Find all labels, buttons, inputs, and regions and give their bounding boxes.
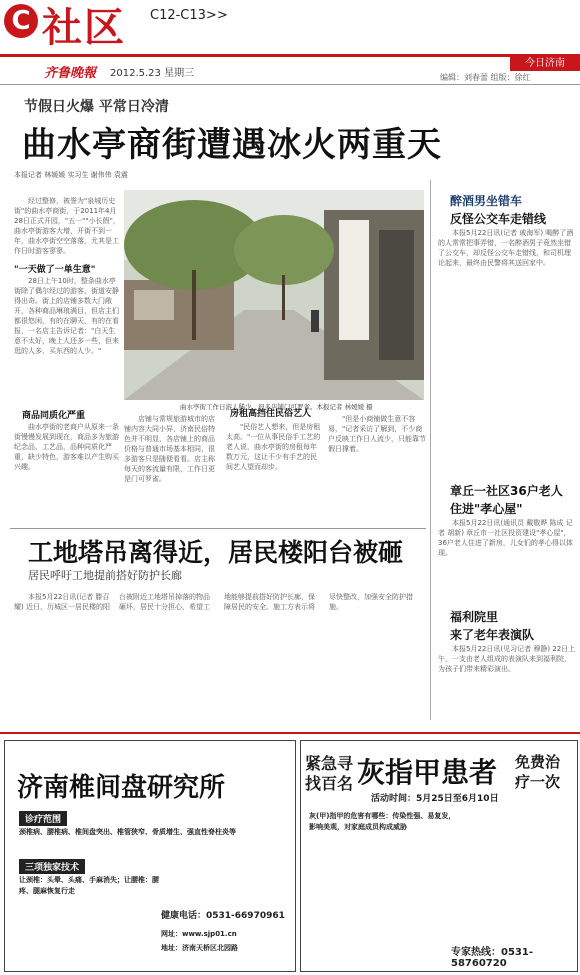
lead-byline: 本报记者 林媛媛 实习生 谢伟伟 袁震 — [14, 171, 128, 179]
lead-col-2-text: 店铺与常规旅游城市的店铺内容大同小异，济南民俗特色并不明显，各店铺上的商品价格与普通市场基本相同，很多游客只是随便看看。店主称每天的客流量有限，工作日更是门可罗雀。 — [124, 415, 215, 483]
lead-intro-text: 经过整修，被誉为"泉城历史街"的曲水亭商街，于2011年4月28日正式开园，"五一""小长假"，曲水亭街游客大增，开街不到一年，曲水亭街空空落落，尤其是工作日时游客寥寥。 — [14, 197, 120, 255]
ad-nail-fungus[interactable] — [300, 740, 578, 972]
section-title: 社区 — [42, 4, 126, 51]
story2-subhead: 居民呼吁工地提前搭好防护长廊 — [28, 569, 182, 582]
header-rule — [0, 84, 580, 85]
side-story-1 — [438, 228, 576, 478]
street-photo-image — [124, 190, 424, 400]
edition-tab: 今日济南 — [510, 57, 580, 71]
side-headline-1a: 醉酒男坐错车 — [450, 194, 523, 208]
street-photo — [124, 190, 424, 400]
ad-left-address: 地址：济南天桥区北园路 — [161, 944, 238, 952]
ad-right-dates: 活动时间：5月25日至6月10日 — [371, 794, 499, 804]
story2-rule — [10, 528, 426, 529]
lead-para-1-text: 28日上午10时，整条曲水亭街除了偶尔经过的游客，街道安静得出奇。街上的店铺多数大门敞开，各种商品琳琅满目，但店主们都很悠闲，有的在聊天，有的在看报，一名店主告诉记者："白天生意不太好，晚上人还多一些，但来逛的人多，买东西的人少。" — [14, 277, 119, 355]
lead-col-4 — [328, 414, 426, 526]
side-story-2-text: 本报5月22日讯(通讯员 戴敬晔 陈成 记者 胡新) 章丘市一社区投资建设"孝心屋"，36户老人住进了新房，儿女们的孝心得以体现。 — [438, 519, 573, 557]
column-divider — [430, 180, 431, 720]
header-divider — [0, 54, 580, 57]
lead-col-3 — [226, 422, 322, 526]
lead-subhead-3: 房租高挡住民俗艺人 — [230, 409, 312, 419]
ad-divider — [0, 732, 580, 734]
side-headline-2b: 住进"孝心屋" — [450, 502, 523, 516]
side-headline-3b: 来了老年表演队 — [450, 628, 535, 642]
lead-para-1 — [14, 276, 120, 404]
lead-subhead-1: "一天做了一单生意" — [14, 265, 96, 275]
side-headline-3a: 福利院里 — [450, 610, 499, 624]
ad-right-offer: 免费治 — [515, 753, 561, 771]
side-story-1-text: 本报5月22日讯(记者 戚海军) 喝醉了酒的人常常把事弄错，一名醉酒男子竟然坐错了公交车，却反怪公交车走错线，和司机理论起来，最终由民警将其送回家中。 — [438, 229, 574, 267]
ad-right-kicker: 紧急寻 — [305, 754, 354, 773]
lead-col-4-text: "但是小商铺做生意不容易，"记者采访了解到，不少商户反映工作日人流少，只能靠节假日撑着。 — [328, 415, 426, 453]
ad-right-kicker-2: 找百名 — [305, 774, 354, 793]
ad-right-hotline[interactable]: 专家热线：0531-58760720 — [451, 947, 533, 969]
lead-para-2-text: 曲水亭街的老商户从原来一条街慢慢发展到现在，商品多为旅游纪念品、工艺品，品种同质化严重，缺少特色，游客难以产生购买兴趣。 — [14, 423, 119, 471]
lead-subhead-2: 商品同质化严重 — [22, 411, 86, 421]
ad-left-tag-2: 三项独家技术 — [19, 859, 85, 874]
ad-left-lines-1: 颈椎病、腰椎病、椎间盘突出、椎管狭窄、骨质增生、强直性脊柱炎等 — [19, 828, 236, 836]
side-headline-2a: 章丘一社区36户老人 — [450, 484, 563, 498]
ad-right-offer-2: 疗一次 — [515, 773, 561, 791]
side-story-3-text: 本报5月22日讯(见习记者 穆静) 22日上午，一支由老人组成的表演队来到福利院，为孩子们带来精彩演出。 — [438, 645, 576, 673]
ad-left-tag-1: 诊疗范围 — [19, 811, 67, 826]
side-story-2 — [438, 518, 576, 602]
lead-col-2 — [124, 414, 220, 526]
ad-right-body: 灰(甲)指甲的危害有哪些：传染性强、易复发，影响美观，对家庭成员构成威胁 — [309, 812, 456, 831]
side-headline-1b: 反怪公交车走错线 — [450, 212, 547, 226]
masthead: 齐鲁晚報 — [44, 66, 97, 81]
ad-left-lines-2: 让颈椎：头晕、头痛、手麻消失；让腰椎：腰疼、腿麻恢复行走 — [19, 876, 159, 895]
ad-spine-institute[interactable] — [4, 740, 296, 972]
lead-para-2 — [14, 422, 120, 522]
lead-kicker: 节假日火爆 平常日冷清 — [24, 99, 169, 115]
ad-left-title: 济南椎间盘研究所 — [17, 773, 226, 803]
ad-left-website[interactable]: 网址：www.sjp01.cn — [161, 930, 237, 938]
page-range-link[interactable]: C12-C13>> — [150, 8, 228, 23]
dateline: 2012.5.23 星期三 — [110, 68, 195, 79]
story2-body-text: 本报5月22日讯(记者 滕召耀) 近日，历城区一居民楼的阳台被附近工地塔吊掉落的物品砸坏，居民十分担心，希望工地能够提前搭好防护长廊，保障居民的安全。施工方表示将尽快整改，加强安全防护措施。 — [14, 593, 413, 611]
ad-left-hotline[interactable]: 健康电话：0531-66970961 — [161, 911, 285, 921]
section-logo-icon: C — [4, 4, 38, 38]
lead-col-3-text: "民俗艺人想来，但是房租太高。"一位从事民俗手工艺的老人说，曲水亭街的房租每年数万元，这让不少有手艺的民间艺人望而却步。 — [226, 423, 321, 471]
side-story-3 — [438, 644, 576, 726]
editor-credits: 编辑：刘春蕾 组版：徐红 — [440, 73, 531, 82]
ad-right-title: 灰指甲患者 — [357, 756, 498, 789]
lead-headline: 曲水亭商街遭遇冰火两重天 — [22, 125, 442, 165]
story2-body — [14, 592, 426, 722]
photo-caption: 曲水亭街工作日游人稀少，很多店铺门可罗雀。本报记者 林媛媛 摄 — [180, 403, 373, 411]
story2-headline: 工地塔吊离得近，居民楼阳台被砸 — [28, 538, 404, 567]
